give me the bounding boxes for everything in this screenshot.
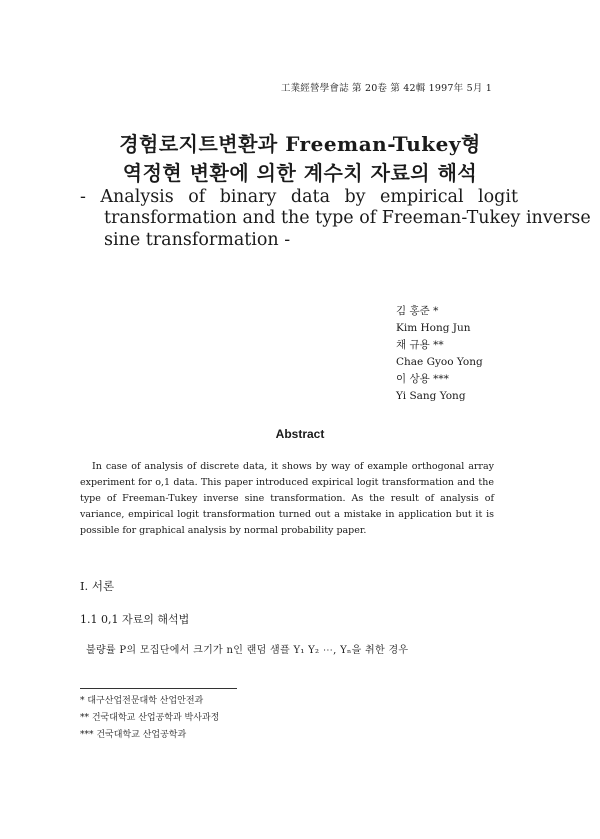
author-english-name: Kim Hong Jun bbox=[396, 322, 471, 334]
english-title-line-1 bbox=[80, 186, 518, 208]
footnote-divider bbox=[80, 688, 237, 689]
abstract-heading: Abstract bbox=[275, 427, 325, 441]
footnote-item: *** 건국대학교 산업공학과 bbox=[80, 730, 187, 740]
footnote-item: * 대구산업전문대학 산업안전과 bbox=[80, 696, 204, 706]
english-title-word: logit bbox=[478, 187, 518, 207]
abstract-body bbox=[80, 459, 494, 539]
english-title-line-3: sine transformation - bbox=[104, 230, 291, 250]
english-title-word: binary bbox=[219, 187, 277, 207]
author-korean-name: 이 상용 *** bbox=[396, 373, 449, 385]
korean-title-line-2: 역정현 변환에 의한 계수치 자료의 해석 bbox=[122, 161, 478, 185]
author-korean-name: 채 규용 ** bbox=[396, 339, 444, 351]
journal-reference: 工業經營學會誌 第 20卷 第 42輯 1997年 5月 1 bbox=[280, 83, 492, 94]
subsection-heading: 1.1 0,1 자료의 해석법 bbox=[80, 613, 190, 626]
section-heading: Ⅰ. 서론 bbox=[80, 579, 115, 593]
abstract-text: In case of analysis of discrete data, it shows by way of example orthogonal array experiment for o,1 data. This paper introduced expirical logit transformation and the type of Freeman-Tukey inverse sine transformation. As the result of analysis of variance, empirical logit transformation turned out a mistake in application but it is possible for graphical analysis by normal probability paper. bbox=[80, 461, 494, 536]
english-title-word: by bbox=[344, 187, 366, 207]
author-block bbox=[396, 303, 483, 405]
english-title-word: of bbox=[188, 187, 206, 207]
korean-title-line-1: 경험로지트변환과 Freeman-Tukey형 bbox=[119, 132, 481, 156]
english-title-word: data bbox=[290, 187, 331, 207]
footnote-item: ** 건국대학교 산업공학과 박사과정 bbox=[80, 713, 220, 723]
english-title-line-2: transformation and the type of Freeman-Tukey inverse bbox=[104, 208, 591, 228]
english-title-word: - bbox=[80, 187, 86, 207]
footnotes bbox=[80, 693, 219, 744]
author-english-name: Chae Gyoo Yong bbox=[396, 356, 483, 368]
english-title-word: Analysis bbox=[100, 187, 174, 207]
english-title-word: empirical bbox=[380, 187, 464, 207]
author-korean-name: 김 홍준 * bbox=[396, 305, 439, 317]
author-english-name: Yi Sang Yong bbox=[396, 390, 466, 402]
body-text-line: 불량률 P의 모집단에서 크기가 n인 랜덤 샘플 Y₁ Y₂ ⋯, Yₙ을 취한 경우 bbox=[86, 645, 409, 656]
